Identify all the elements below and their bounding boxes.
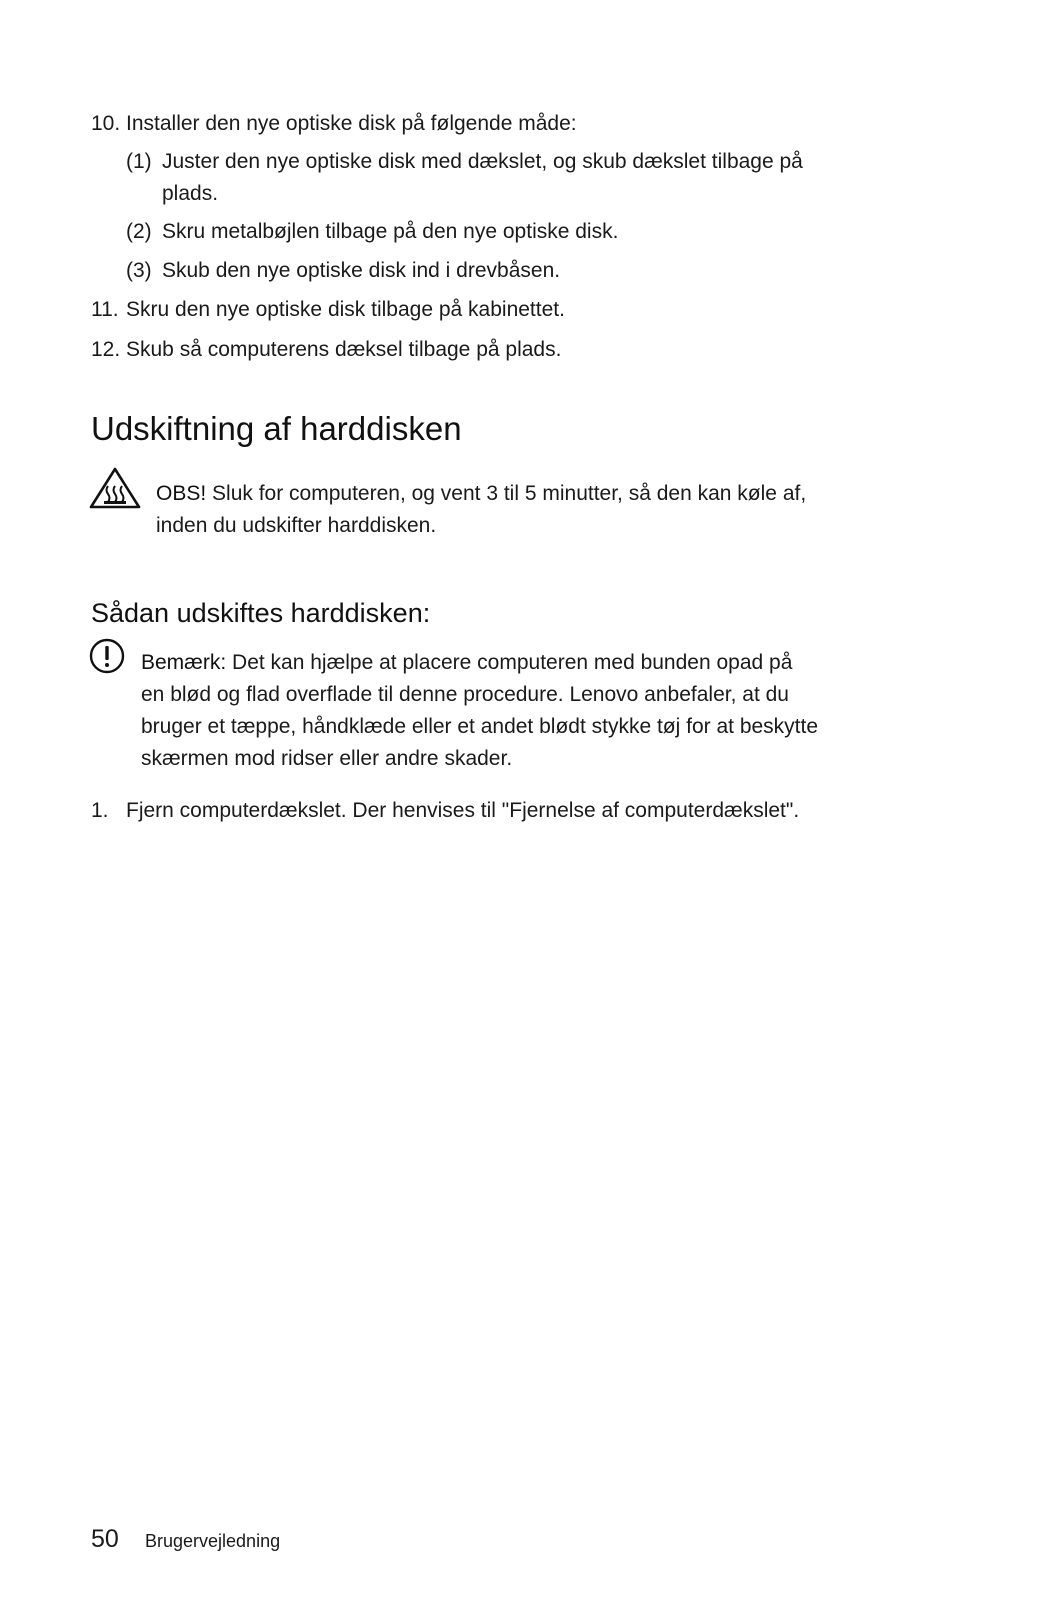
- list-number: 11.: [91, 298, 119, 321]
- sub-item-3: [126, 255, 996, 287]
- note-notice: [141, 647, 1021, 777]
- caution-text-line2: inden du udskifter harddisken.: [156, 514, 437, 537]
- sub-item-2: [126, 216, 996, 248]
- page-number: 50: [91, 1525, 119, 1553]
- caution-notice: [156, 478, 1016, 544]
- list-number: 1.: [91, 799, 109, 822]
- list-item-10: [91, 108, 991, 140]
- caution-text-line1: Sluk for computeren, og vent 3 til 5 minutter, så den kan køle af,: [206, 482, 807, 505]
- exclamation-circle-icon: [89, 638, 125, 674]
- note-text-line3: bruger et tæppe, håndklæde eller et andet blødt stykke tøj for at beskytte: [141, 715, 819, 738]
- list-number: 12.: [91, 338, 121, 361]
- note-label: Bemærk:: [141, 651, 227, 674]
- list-number: 10.: [91, 112, 121, 135]
- section-title: Udskiftning af harddisken: [91, 410, 462, 447]
- note-text-line1: Det kan hjælpe at placere computeren med bunden opad på: [226, 651, 793, 674]
- sub-text: Skub den nye optiske disk ind i drevbåsen.: [162, 259, 561, 282]
- note-text-line2: en blød og flad overflade til denne procedure. Lenovo anbefaler, at du: [141, 683, 789, 706]
- list-text: Fjern computerdækslet. Der henvises til "Fjernelse af computerdækslet".: [126, 799, 800, 822]
- caution-label: OBS!: [156, 482, 207, 505]
- list-item-1: [91, 795, 991, 827]
- sub-number: (1): [126, 150, 152, 173]
- sub-item-1: [126, 146, 996, 210]
- list-item-12: [91, 334, 991, 366]
- list-item-11: [91, 294, 991, 326]
- hot-surface-warning-icon: [89, 466, 141, 510]
- list-text: Skub så computerens dæksel tilbage på plads.: [126, 338, 562, 361]
- sub-number: (2): [126, 220, 152, 243]
- list-text: Skru den nye optiske disk tilbage på kabinettet.: [126, 298, 565, 321]
- sub-number: (3): [126, 259, 152, 282]
- footer-doc-title: Brugervejledning: [145, 1531, 281, 1551]
- procedure-subtitle: Sådan udskiftes harddisken:: [91, 598, 431, 628]
- list-text: Installer den nye optiske disk på følgende måde:: [126, 112, 577, 135]
- sub-text-line2: plads.: [162, 182, 219, 205]
- sub-text-line1: Juster den nye optiske disk med dækslet, og skub dækslet tilbage på: [162, 150, 803, 173]
- note-text-line4: skærmen mod ridser eller andre skader.: [141, 747, 513, 770]
- sub-text: Skru metalbøjlen tilbage på den nye optiske disk.: [162, 220, 619, 243]
